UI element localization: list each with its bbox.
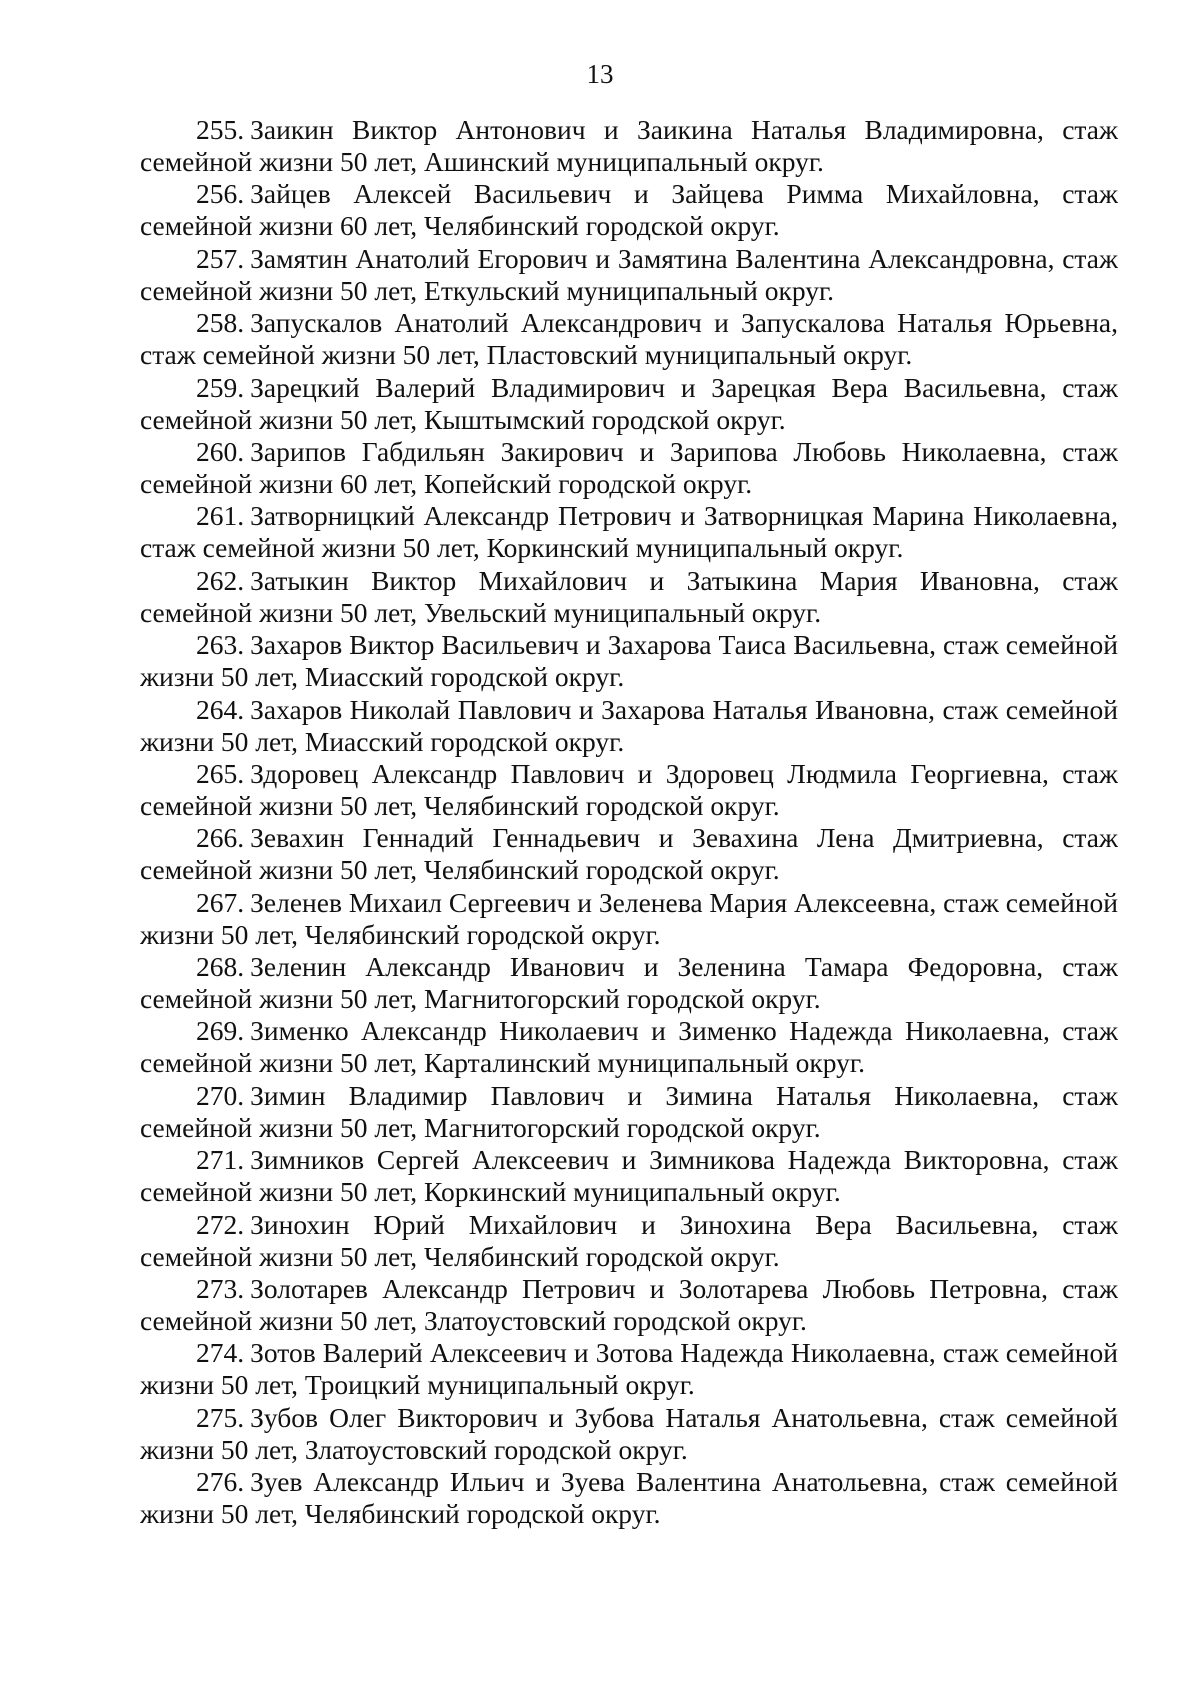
list-item — [140, 565, 1118, 629]
entry-number: 276. — [196, 1466, 245, 1498]
entry-number: 267. — [196, 886, 245, 918]
entry-text: Золотарев Александр Петрович и Золотарева Любовь Петровна, стаж семейной жизни 50 лет, Златоустовский городской округ. — [140, 1273, 1118, 1337]
list-item — [140, 951, 1118, 1015]
list-item — [140, 372, 1118, 436]
list-item — [140, 1466, 1118, 1530]
list-item — [140, 758, 1118, 822]
page-number: 13 — [586, 59, 614, 89]
list-item — [140, 1209, 1118, 1273]
entry-number: 257. — [196, 242, 245, 274]
entry-number: 260. — [196, 435, 245, 467]
entry-text: Зимин Владимир Павлович и Зимина Наталья Николаевна, стаж семейной жизни 50 лет, Магнитогорский городской округ. — [140, 1079, 1118, 1143]
entry-number: 273. — [196, 1273, 245, 1305]
list-item — [140, 436, 1118, 500]
list-item — [140, 307, 1118, 371]
entry-text: Зарипов Габдильян Закирович и Зарипова Любовь Николаевна, стаж семейной жизни 60 лет, Копейский городской округ. — [140, 435, 1118, 499]
list-item — [140, 1080, 1118, 1144]
entry-number: 268. — [196, 951, 245, 983]
entry-text: Зотов Валерий Алексеевич и Зотова Надежда Николаевна, стаж семейной жизни 50 лет, Троицкий муниципальный округ. — [140, 1337, 1118, 1401]
entry-text: Захаров Виктор Васильевич и Захарова Таиса Васильевна, стаж семейной жизни 50 лет, Миасский городской округ. — [140, 629, 1118, 693]
entry-text: Зарецкий Валерий Владимирович и Зарецкая Вера Васильевна, стаж семейной жизни 50 лет, Кыштымский городской округ. — [140, 371, 1118, 435]
entry-number: 265. — [196, 757, 245, 789]
entry-text: Заикин Виктор Антонович и Заикина Наталья Владимировна, стаж семейной жизни 50 лет, Ашинский муниципальный округ. — [140, 114, 1118, 177]
list-item — [140, 694, 1118, 758]
entry-number: 264. — [196, 693, 245, 725]
entry-text: Зеленин Александр Иванович и Зеленина Тамара Федоровна, стаж семейной жизни 50 лет, Магнитогорский городской округ. — [140, 951, 1118, 1015]
entry-text: Зимников Сергей Алексеевич и Зимникова Надежда Викторовна, стаж семейной жизни 50 лет, Коркинский муниципальный округ. — [140, 1144, 1118, 1208]
list-item — [140, 1273, 1118, 1337]
entry-number: 261. — [196, 500, 245, 532]
list-item — [140, 1015, 1118, 1079]
entry-number: 255. — [196, 114, 245, 145]
entry-number: 256. — [196, 178, 245, 210]
entry-number: 262. — [196, 564, 245, 596]
entry-text: Зименко Александр Николаевич и Зименко Надежда Николаевна, стаж семейной жизни 50 лет, Карталинский муниципальный округ. — [140, 1015, 1118, 1079]
entry-number: 269. — [196, 1015, 245, 1047]
list-item — [140, 1144, 1118, 1208]
entry-text: Замятин Анатолий Егорович и Замятина Валентина Александровна, стаж семейной жизни 50 лет, Еткульский муниципальный округ. — [140, 242, 1118, 306]
list-item — [140, 114, 1118, 178]
list-item — [140, 178, 1118, 242]
list-item — [140, 887, 1118, 951]
entry-number: 274. — [196, 1337, 245, 1369]
entry-text: Зеленев Михаил Сергеевич и Зеленева Мария Алексеевна, стаж семейной жизни 50 лет, Челябинский городской округ. — [140, 886, 1118, 950]
entry-list — [140, 114, 1118, 1531]
entry-number: 270. — [196, 1079, 245, 1111]
list-item — [140, 1337, 1118, 1401]
entry-number: 275. — [196, 1401, 245, 1433]
entry-text: Зуев Александр Ильич и Зуева Валентина Анатольевна, стаж семейной жизни 50 лет, Челябинский городской округ. — [140, 1466, 1118, 1530]
list-item — [140, 500, 1118, 564]
entry-text: Зайцев Алексей Васильевич и Зайцева Римма Михайловна, стаж семейной жизни 60 лет, Челябинский городской округ. — [140, 178, 1118, 242]
entry-text: Захаров Николай Павлович и Захарова Наталья Ивановна, стаж семейной жизни 50 лет, Миасский городской округ. — [140, 693, 1118, 757]
entry-number: 259. — [196, 371, 245, 403]
entry-text: Зинохин Юрий Михайлович и Зинохина Вера Васильевна, стаж семейной жизни 50 лет, Челябинский городской округ. — [140, 1208, 1118, 1272]
entry-text: Затыкин Виктор Михайлович и Затыкина Мария Ивановна, стаж семейной жизни 50 лет, Увельский муниципальный округ. — [140, 564, 1118, 628]
entry-number: 271. — [196, 1144, 245, 1176]
entry-text: Зевахин Геннадий Геннадьевич и Зевахина Лена Дмитриевна, стаж семейной жизни 50 лет, Челябинский городской округ. — [140, 822, 1118, 886]
entry-number: 272. — [196, 1208, 245, 1240]
list-item — [140, 629, 1118, 693]
entry-text: Здоровец Александр Павлович и Здоровец Людмила Георгиевна, стаж семейной жизни 50 лет, Челябинский городской округ. — [140, 757, 1118, 821]
list-item — [140, 1402, 1118, 1466]
entry-number: 258. — [196, 307, 245, 339]
list-item — [140, 822, 1118, 886]
list-item — [140, 243, 1118, 307]
entry-text: Затворницкий Александр Петрович и Затворницкая Марина Николаевна, стаж семейной жизни 50 лет, Коркинский муниципальный округ. — [140, 500, 1118, 564]
entry-text: Запускалов Анатолий Александрович и Запускалова Наталья Юрьевна, стаж семейной жизни 50 лет, Пластовский муниципальный округ. — [140, 307, 1118, 371]
entry-number: 263. — [196, 629, 245, 661]
entry-number: 266. — [196, 822, 245, 854]
entry-text: Зубов Олег Викторович и Зубова Наталья Анатольевна, стаж семейной жизни 50 лет, Златоустовский городской округ. — [140, 1401, 1118, 1465]
